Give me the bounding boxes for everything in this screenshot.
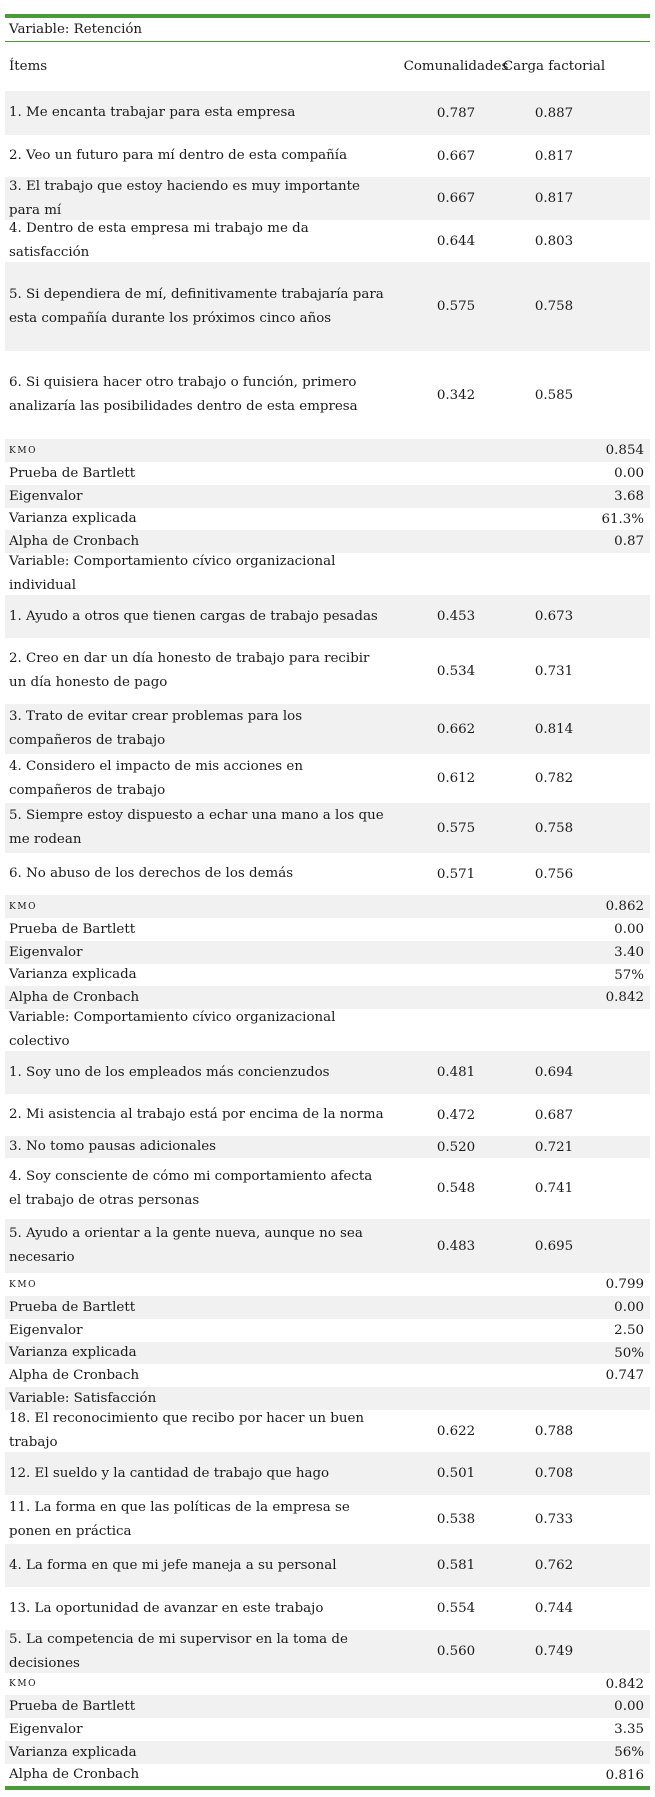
stat-row-bartlett	[5, 918, 650, 941]
stat-row-varianza	[5, 508, 650, 530]
table-row	[5, 177, 650, 220]
table-row	[5, 351, 650, 439]
comunalidad-value: 0.667	[436, 191, 476, 206]
stat-value: 0.00	[614, 1300, 644, 1315]
carga-value: 0.733	[534, 1512, 574, 1527]
stat-label: Eigenvalor	[9, 1721, 83, 1737]
carga-value: 0.803	[534, 233, 574, 249]
variable-title-text: Variable: Satisfacción	[9, 1390, 157, 1406]
stat-value: 3.68	[614, 489, 644, 504]
table-row	[5, 754, 650, 803]
table-row	[5, 704, 650, 754]
table-row	[5, 1544, 650, 1587]
stat-row-varianza	[5, 1342, 650, 1364]
carga-value: 0.673	[534, 609, 574, 624]
table-row	[5, 1630, 650, 1673]
table-row	[5, 1136, 650, 1158]
table-row	[5, 595, 650, 638]
carga-value: 0.744	[534, 1601, 574, 1616]
comunalidad-value: 0.667	[436, 148, 476, 164]
stat-value: 56%	[614, 1745, 644, 1760]
stat-row-eigenvalor	[5, 1319, 650, 1342]
comunalidad-value: 0.581	[436, 1558, 476, 1573]
stat-row-bartlett	[5, 1296, 650, 1319]
stat-value: 0.00	[614, 466, 644, 481]
carga-value: 0.694	[534, 1065, 574, 1080]
table-row	[5, 135, 650, 177]
stat-label: KMO	[9, 1679, 38, 1689]
item-text: 5. Ayudo a orientar a la gente nueva, aunque no sea necesario	[9, 1226, 363, 1265]
stat-value: 0.842	[605, 990, 644, 1005]
item-text: 4. Soy consciente de cómo mi comportamiento afecta el trabajo de otras personas	[9, 1168, 373, 1208]
carga-value: 0.782	[534, 771, 574, 786]
item-text: 1. Me encanta trabajar para esta empresa	[9, 105, 296, 120]
table-row	[5, 1051, 650, 1094]
carga-value: 0.758	[534, 820, 574, 836]
stat-row-bartlett	[5, 1695, 650, 1718]
item-text: 2. Mi asistencia al trabajo está por encima de la norma	[9, 1107, 384, 1122]
comunalidad-value: 0.560	[436, 1644, 476, 1659]
carga-value: 0.749	[534, 1644, 574, 1659]
comunalidad-value: 0.520	[436, 1139, 476, 1155]
column-header-comunalidades: Comunalidades	[403, 59, 509, 74]
table-row	[5, 1158, 650, 1219]
stat-label: Prueba de Bartlett	[9, 1299, 136, 1315]
item-text: 13. La oportunidad de avanzar en este trabajo	[9, 1600, 324, 1616]
item-text: 4. La forma en que mi jefe maneja a su personal	[9, 1557, 337, 1573]
stat-label: Eigenvalor	[9, 1322, 83, 1338]
item-text: 4. Dentro de esta empresa mi trabajo me da satisfacción	[9, 221, 309, 260]
item-text: 2. Creo en dar un día honesto de trabajo para recibir un día honesto de pago	[9, 651, 370, 690]
comunalidad-value: 0.571	[436, 866, 476, 882]
stat-value: 0.816	[605, 1767, 644, 1783]
item-text: 18. El reconocimiento que recibo por hacer un buen trabajo	[9, 1411, 365, 1450]
stat-label: Prueba de Bartlett	[9, 465, 136, 481]
table-row	[5, 1495, 650, 1544]
stat-row-varianza	[5, 964, 650, 986]
item-text: 3. El trabajo que estoy haciendo es muy importante para mí	[9, 178, 360, 218]
table-row	[5, 1452, 650, 1495]
stat-value: 0.87	[614, 534, 644, 549]
table-row	[5, 1094, 650, 1136]
comunalidad-value: 0.622	[436, 1423, 476, 1439]
comunalidad-value: 0.575	[436, 820, 476, 836]
table-row	[5, 638, 650, 704]
carga-value: 0.585	[534, 387, 574, 403]
stat-value: 61.3%	[601, 511, 644, 527]
comunalidad-value: 0.612	[436, 771, 476, 786]
carga-value: 0.687	[534, 1107, 574, 1123]
comunalidad-value: 0.534	[436, 663, 476, 679]
item-text: 3. Trato de evitar crear problemas para los compañeros de trabajo	[9, 709, 303, 748]
stat-row-bartlett	[5, 462, 650, 485]
item-text: 2. Veo un futuro para mí dentro de esta compañía	[9, 148, 348, 163]
comunalidad-value: 0.575	[436, 299, 476, 314]
variable-title-text: Variable: Comportamiento cívico organizacional colectivo	[9, 1010, 336, 1049]
stat-label: Alpha de Cronbach	[9, 989, 140, 1005]
item-text: 3. No tomo pausas adicionales	[9, 1139, 217, 1154]
carga-value: 0.887	[534, 105, 574, 121]
item-text: 12. El sueldo y la cantidad de trabajo que hago	[9, 1465, 330, 1481]
comunalidad-value: 0.481	[436, 1065, 476, 1080]
table-row	[5, 220, 650, 262]
stat-label: Varianza explicada	[9, 511, 137, 526]
stat-row-eigenvalor	[5, 1718, 650, 1741]
stat-row-eigenvalor	[5, 485, 650, 508]
comunalidad-value: 0.662	[436, 721, 476, 737]
carga-value: 0.788	[534, 1423, 574, 1439]
column-header-carga-factorial: Carga factorial	[502, 58, 606, 74]
stat-label: Prueba de Bartlett	[9, 1698, 136, 1714]
table-row	[5, 262, 650, 351]
carga-value: 0.817	[534, 148, 574, 164]
stat-value: 0.747	[605, 1368, 644, 1383]
stat-row-alpha	[5, 1764, 650, 1786]
comunalidad-value: 0.453	[436, 609, 476, 624]
carga-value: 0.814	[534, 721, 574, 737]
stat-row-alpha	[5, 1364, 650, 1387]
item-text: 5. Siempre estoy dispuesto a echar una mano a los que me rodean	[9, 808, 384, 847]
variable-title-colectivo	[5, 1009, 650, 1051]
carga-value: 0.741	[534, 1181, 574, 1196]
stat-label: Prueba de Bartlett	[9, 921, 136, 937]
table-row	[5, 91, 650, 135]
stat-label: Alpha de Cronbach	[9, 533, 140, 549]
variable-title-individual	[5, 553, 650, 595]
comunalidad-value: 0.554	[436, 1601, 476, 1616]
carga-value: 0.695	[534, 1238, 574, 1254]
stat-row-kmo	[5, 439, 650, 462]
stat-value: 0.842	[605, 1676, 644, 1692]
stat-label: Alpha de Cronbach	[9, 1367, 140, 1383]
stat-label: KMO	[9, 901, 38, 912]
table-row	[5, 1410, 650, 1452]
table-row	[5, 853, 650, 895]
stat-value: 0.799	[605, 1277, 644, 1292]
comunalidad-value: 0.483	[436, 1238, 476, 1254]
comunalidad-value: 0.787	[436, 105, 476, 121]
carga-value: 0.758	[534, 299, 574, 314]
stat-value: 0.862	[605, 899, 644, 914]
column-header-row	[5, 42, 650, 91]
comunalidad-value: 0.472	[436, 1107, 476, 1123]
table-row	[5, 1587, 650, 1630]
carga-value: 0.756	[534, 866, 574, 882]
comunalidad-value: 0.644	[436, 233, 476, 249]
column-header-items: Ítems	[9, 58, 48, 74]
stat-row-kmo	[5, 1273, 650, 1296]
item-text: 11. La forma en que las políticas de la empresa se ponen en práctica	[9, 1499, 350, 1539]
stat-value: 50%	[614, 1345, 644, 1361]
carga-value: 0.817	[534, 191, 574, 206]
stat-value: 0.854	[605, 443, 644, 458]
table-row	[5, 803, 650, 853]
comunalidad-value: 0.501	[436, 1466, 476, 1481]
stat-label: KMO	[9, 445, 38, 456]
comunalidad-value: 0.342	[436, 387, 476, 403]
stat-label: Varianza explicada	[9, 967, 137, 982]
carga-value: 0.721	[534, 1139, 574, 1155]
item-text: 5. La competencia de mi supervisor en la toma de decisiones	[9, 1631, 348, 1671]
stat-label: Eigenvalor	[9, 944, 83, 960]
item-text: 5. Si dependiera de mí, definitivamente trabajaría para esta compañía durante los próximos cinco años	[9, 286, 384, 326]
stat-value: 3.40	[614, 945, 644, 960]
item-text: 4. Considero el impacto de mis acciones en compañeros de trabajo	[9, 758, 303, 798]
item-text: 1. Ayudo a otros que tienen cargas de trabajo pesadas	[9, 608, 378, 624]
comunalidad-value: 0.538	[436, 1512, 476, 1527]
stat-value: 0.00	[614, 1699, 644, 1714]
factor-analysis-table	[5, 14, 650, 1790]
variable-title-text: Variable: Comportamiento cívico organizacional individual	[9, 554, 336, 593]
carga-value: 0.708	[534, 1466, 574, 1481]
stat-row-kmo	[5, 895, 650, 918]
item-text: 1. Soy uno de los empleados más concienzudos	[9, 1064, 330, 1080]
variable-title-text: Variable: Retención	[9, 21, 143, 37]
stat-value: 57%	[614, 967, 644, 983]
stat-label: Eigenvalor	[9, 488, 83, 504]
stat-label: KMO	[9, 1279, 38, 1290]
stat-row-eigenvalor	[5, 941, 650, 964]
stat-value: 0.00	[614, 922, 644, 937]
stat-row-varianza	[5, 1741, 650, 1764]
carga-value: 0.731	[534, 663, 574, 679]
carga-value: 0.762	[534, 1558, 574, 1573]
item-text: 6. No abuso de los derechos de los demás	[9, 866, 294, 881]
table-row	[5, 1219, 650, 1273]
stat-label: Varianza explicada	[9, 1744, 137, 1760]
item-text: 6. Si quisiera hacer otro trabajo o función, primero analizaría las posibilidades dentro de esta empresa	[9, 375, 358, 414]
stat-value: 2.50	[614, 1323, 644, 1338]
stat-label: Varianza explicada	[9, 1345, 137, 1360]
stat-row-kmo	[5, 1673, 650, 1695]
comunalidad-value: 0.548	[436, 1181, 476, 1196]
stat-label: Alpha de Cronbach	[9, 1767, 140, 1782]
stat-value: 3.35	[614, 1722, 644, 1737]
variable-title-retencion	[5, 18, 650, 41]
